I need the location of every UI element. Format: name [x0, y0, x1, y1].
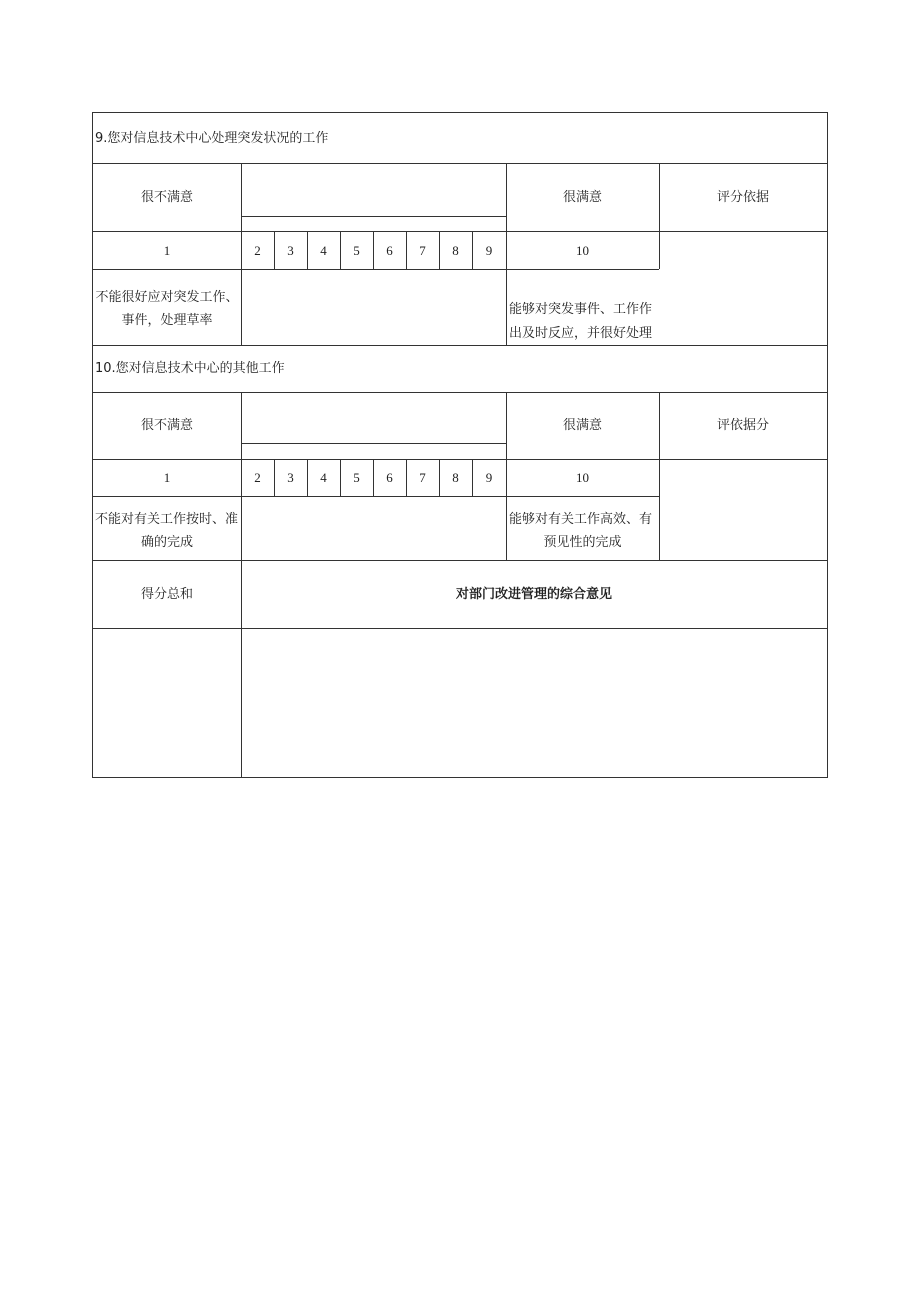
divider [340, 459, 341, 496]
q9-score-5: 5 [353, 243, 360, 258]
q9-low-label: 很不满意 [140, 190, 193, 205]
q9-high-desc-line1: 能够对突发事件、工作作 [509, 302, 653, 317]
divider [241, 443, 506, 444]
divider [472, 459, 473, 496]
q9-title: 9.您对信息技术中心处理突发状况的工作 [95, 131, 329, 146]
q9-high-desc-line2: 出及时反应，并很好处理 [509, 326, 653, 341]
divider [472, 231, 473, 269]
q9-score-6: 6 [386, 243, 393, 258]
total-score-label: 得分总和 [140, 587, 193, 602]
divider [307, 459, 308, 496]
q10-score-10: 10 [576, 470, 589, 485]
q9-basis-label: 评分依据 [716, 190, 769, 205]
divider [93, 345, 827, 346]
q9-score-9: 9 [485, 243, 493, 258]
q9-low-desc-line2: 事件，处理草率 [121, 313, 213, 328]
q9-score-2: 2 [254, 243, 261, 258]
q10-score-field[interactable] [660, 460, 827, 560]
q10-score-4: 4 [320, 470, 327, 485]
q9-score-8: 8 [452, 243, 459, 258]
q10-score-5: 5 [353, 470, 360, 485]
divider [439, 231, 440, 269]
q10-score-1: 1 [163, 470, 171, 485]
q10-score-6: 6 [386, 470, 393, 485]
q10-high-desc-line2: 预见性的完成 [543, 535, 622, 550]
q9-score-field[interactable] [660, 232, 827, 345]
divider [93, 392, 827, 393]
divider [93, 496, 659, 497]
q9-low-desc-line1: 不能很好应对突发工作、 [95, 290, 239, 305]
opinion-field[interactable] [242, 629, 827, 777]
q10-score-9: 9 [485, 470, 493, 485]
divider [93, 560, 827, 561]
divider [241, 216, 506, 217]
q9-high-label: 很满意 [562, 190, 602, 205]
q10-score-3: 3 [287, 470, 294, 485]
q10-low-desc-line2: 确的完成 [140, 535, 193, 550]
q10-basis-label: 评依据分 [716, 418, 769, 433]
divider [340, 231, 341, 269]
divider [274, 459, 275, 496]
q10-low-desc-line1: 不能对有关工作按时、准 [95, 512, 239, 527]
divider [93, 163, 827, 164]
q10-high-desc-line1: 能够对有关工作高效、有 [509, 512, 653, 527]
q9-score-4: 4 [320, 243, 327, 258]
q9-score-1: 1 [163, 243, 171, 258]
divider [439, 459, 440, 496]
divider [406, 459, 407, 496]
opinion-label: 对部门改进管理的综合意见 [455, 587, 612, 602]
q10-title: 10.您对信息技术中心的其他工作 [95, 361, 285, 376]
divider [93, 269, 659, 270]
divider [274, 231, 275, 269]
q9-score-10: 10 [576, 243, 589, 258]
divider [406, 231, 407, 269]
q10-high-label: 很满意 [562, 418, 602, 433]
q10-score-2: 2 [254, 470, 261, 485]
q9-score-7: 7 [419, 243, 426, 258]
evaluation-form [92, 112, 828, 778]
q10-score-7: 7 [419, 470, 426, 485]
divider [373, 459, 374, 496]
total-score-field[interactable] [93, 629, 241, 777]
q10-score-8: 8 [452, 470, 459, 485]
divider [373, 231, 374, 269]
q9-score-3: 3 [287, 243, 294, 258]
q10-low-label: 很不满意 [140, 418, 193, 433]
divider [307, 231, 308, 269]
